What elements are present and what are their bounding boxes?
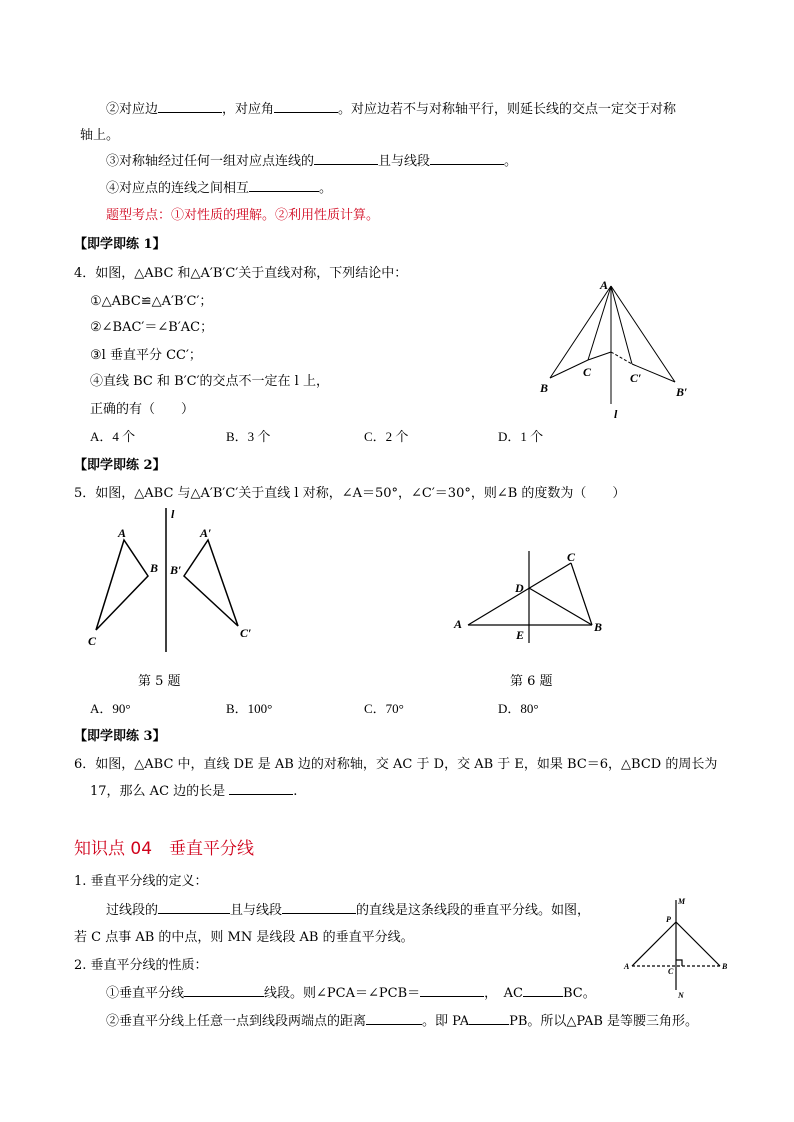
text: 。对应边若不与对称轴平行，则延长线的交点一定交于对称 xyxy=(338,102,677,117)
blank[interactable] xyxy=(249,179,319,192)
text: 过线段的 xyxy=(106,903,159,918)
label-c: C xyxy=(583,365,592,379)
text: ②垂直平分线上任意一点到线段两端点的距离 xyxy=(106,1014,367,1029)
label-d: D xyxy=(515,581,524,595)
label-b: B xyxy=(540,381,549,395)
q4-figure xyxy=(530,272,700,422)
label-c: C xyxy=(567,550,576,564)
label-a: A xyxy=(600,278,609,292)
q4-ask: 正确的有（ ） xyxy=(90,402,195,417)
label-b: B xyxy=(722,962,728,971)
text: ①垂直平分线 xyxy=(106,986,185,1001)
q4-item-4: ④直线 BC 和 B′C′的交点不一定在 l 上， xyxy=(90,374,329,389)
property-3-line xyxy=(106,150,517,169)
property-2-line xyxy=(106,98,676,117)
property-2-line2: 轴上。 xyxy=(80,128,120,143)
text: 17，那么 AC 边的长是 xyxy=(90,784,226,799)
text: ，对应角 xyxy=(222,102,275,117)
q4-question: 4．如图，△ABC 和△A′B′C′关于直线对称，下列结论中： xyxy=(74,266,408,281)
perp-bisector-figure xyxy=(620,892,740,1004)
text: . xyxy=(293,784,298,799)
label-b: B xyxy=(594,620,603,634)
blank[interactable] xyxy=(430,152,504,165)
q4-item-1: ①△ABC≌△A′B′C′； xyxy=(90,294,213,309)
text: BC。 xyxy=(562,986,596,1001)
text: 。 xyxy=(319,181,333,196)
text: PB。所以△PAB 是等腰三角形。 xyxy=(509,1014,699,1029)
label-b-prime: B′ xyxy=(676,385,688,399)
blank[interactable] xyxy=(282,901,356,914)
q5-option-c[interactable]: C．70° xyxy=(364,701,404,716)
label-a: A xyxy=(624,962,630,971)
text: 的直线是这条线段的垂直平分线。如图， xyxy=(356,903,591,918)
q4-option-b[interactable]: B．3 个 xyxy=(226,429,271,444)
definition-line1 xyxy=(106,899,590,918)
text: ③对称轴经过任何一组对应点连线的 xyxy=(106,154,315,169)
q6-question-line2 xyxy=(90,780,297,799)
label-a: A xyxy=(118,526,127,540)
label-l: l xyxy=(614,407,618,421)
label-m: M xyxy=(678,897,686,906)
label-l: l xyxy=(171,507,175,521)
label-c: C xyxy=(88,634,97,648)
blank[interactable] xyxy=(158,901,230,914)
text: 且与线段 xyxy=(230,903,283,918)
blank[interactable] xyxy=(469,1012,509,1025)
caption-fig-5: 第 5 题 xyxy=(138,674,181,689)
exam-point: 题型考点：①对性质的理解。②利用性质计算。 xyxy=(106,208,380,223)
q4-option-d[interactable]: D．1 个 xyxy=(498,429,544,444)
caption-fig-6: 第 6 题 xyxy=(510,674,553,689)
practice-3-header: 【即学即练 3】 xyxy=(74,729,166,744)
text: 。 xyxy=(504,154,518,169)
text: 。即 PA xyxy=(422,1014,470,1029)
practice-2-header: 【即学即练 2】 xyxy=(74,458,166,473)
property-title: 2. 垂直平分线的性质： xyxy=(74,958,208,973)
q4-item-3: ③l 垂直平分 CC′； xyxy=(90,348,202,363)
answer-blank[interactable] xyxy=(229,782,293,795)
label-n: N xyxy=(678,991,684,1000)
perp-property-1 xyxy=(106,982,596,1001)
label-c: C xyxy=(668,967,674,976)
q6-figure xyxy=(450,545,620,645)
practice-1-header: 【即学即练 1】 xyxy=(74,237,166,252)
perp-property-2 xyxy=(106,1010,698,1029)
blank[interactable] xyxy=(184,984,264,997)
text: 线段。则∠PCA＝∠PCB＝ xyxy=(264,986,421,1001)
text: ， AC xyxy=(484,986,523,1001)
label-b: B xyxy=(150,561,159,575)
label-c-prime: C′ xyxy=(240,626,252,640)
section-title: 知识点 04 垂直平分线 xyxy=(74,839,255,859)
blank[interactable] xyxy=(314,152,378,165)
text: ④对应点的连线之间相互 xyxy=(106,181,250,196)
blank[interactable] xyxy=(158,100,222,113)
text: 且与线段 xyxy=(378,154,431,169)
label-c-prime: C′ xyxy=(630,371,642,385)
q5-option-a[interactable]: A．90° xyxy=(90,701,131,716)
label-a-prime: A′ xyxy=(200,526,212,540)
label-a: A xyxy=(454,617,463,631)
definition-line2: 若 C 点事 AB 的中点，则 MN 是线段 AB 的垂直平分线。 xyxy=(74,930,414,945)
q4-option-c[interactable]: C．2 个 xyxy=(364,429,409,444)
definition-title: 1. 垂直平分线的定义： xyxy=(74,874,208,889)
blank[interactable] xyxy=(523,984,563,997)
label-e: E xyxy=(516,628,525,642)
blank[interactable] xyxy=(366,1012,422,1025)
q5-figure xyxy=(80,500,280,660)
text: ②对应边 xyxy=(106,102,159,117)
label-p: P xyxy=(666,915,671,924)
blank[interactable] xyxy=(274,100,338,113)
q4-item-2: ②∠BAC′＝∠B′AC； xyxy=(90,320,214,335)
q5-option-d[interactable]: D．80° xyxy=(498,701,539,716)
q6-question-line1: 6．如图，△ABC 中，直线 DE 是 AB 边的对称轴，交 AC 于 D，交 AB 于 E，如果 BC＝6，△BCD 的周长为 xyxy=(74,757,718,772)
blank[interactable] xyxy=(420,984,484,997)
q4-option-a[interactable]: A．4 个 xyxy=(90,429,136,444)
label-b-prime: B′ xyxy=(170,563,182,577)
q5-option-b[interactable]: B．100° xyxy=(226,701,273,716)
q5-question: 5．如图，△ABC 与△A′B′C′关于直线 l 对称，∠A＝50°，∠C′＝30°，则∠B 的度数为（ ） xyxy=(74,486,626,501)
property-4-line xyxy=(106,177,332,196)
